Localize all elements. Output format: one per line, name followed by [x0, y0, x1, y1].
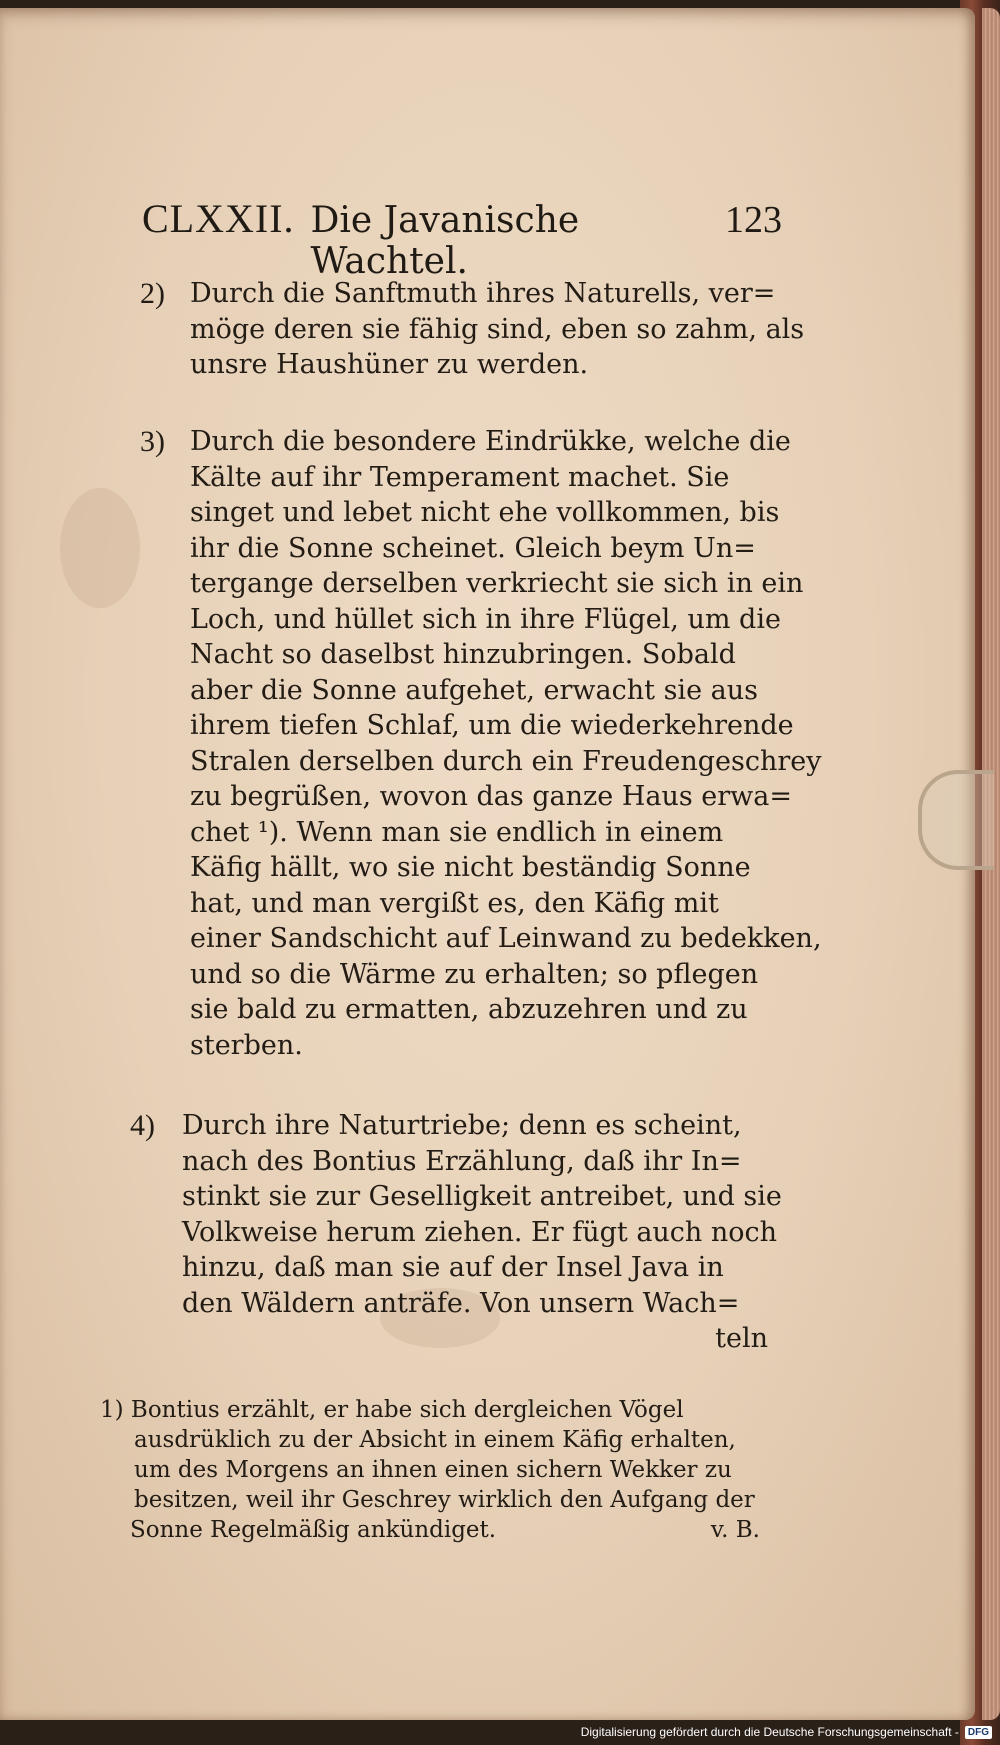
footnote-line: Sonne Regelmäßig ankündiget.: [130, 1517, 497, 1543]
text-line: tergange derselben verkriecht sie sich in ein: [190, 568, 804, 599]
text-line: Durch die besondere Eindrükke, welche die: [190, 426, 791, 457]
text-line: und so die Wärme zu erhalten; so pflegen: [190, 958, 759, 990]
credit-text: Digitalisierung gefördert durch die Deutsche Forschungsgemeinschaft -: [580, 1725, 959, 1739]
text-line: singet und lebet nicht ehe vollkommen, bis: [190, 497, 780, 528]
text-line: hinzu, daß man sie auf der Insel Java in: [182, 1252, 724, 1283]
chapter-title: Die Javanische Wachtel.: [310, 200, 580, 282]
text-line: nach des Bontius Erzählung, daß ihr In=: [182, 1145, 742, 1177]
text-line: den Wäldern anträfe. Von unsern Wach=: [182, 1287, 740, 1319]
text-line: Kälte auf ihr Temperament machet. Sie: [190, 461, 730, 493]
text-line: Volkweise herum ziehen. Er fügt auch noch: [182, 1216, 778, 1248]
text-line: ihr die Sonne scheinet. Gleich beym Un=: [190, 532, 756, 564]
footnote-line: ausdrüklich zu der Absicht in einem Käfig erhalten,: [134, 1427, 736, 1453]
page-number: 123: [725, 199, 782, 241]
text-line: stinkt sie zur Geselligkeit antreibet, und sie: [182, 1181, 782, 1212]
text-line: unsre Haushüner zu werden.: [190, 349, 589, 380]
text-line: Stralen derselben durch ein Freudengeschrey: [190, 745, 822, 777]
page-header: [142, 195, 782, 282]
text-line: Durch ihre Naturtriebe; denn es scheint,: [182, 1110, 742, 1141]
text-line: sterben.: [190, 1029, 303, 1061]
item-text: [182, 1108, 782, 1357]
footnote: [100, 1395, 760, 1545]
text-line: sie bald zu ermatten, abzuzehren und zu: [190, 994, 748, 1025]
item-text: [190, 424, 822, 1063]
footnote-line: um des Morgens an ihnen einen sichern Wekker zu: [134, 1457, 732, 1483]
item-number: 3): [140, 425, 165, 458]
text-line: chet ¹). Wenn man sie endlich in einem: [190, 816, 724, 848]
item-text: [190, 276, 805, 383]
text-line: einer Sandschicht auf Leinwand zu bedekken,: [190, 923, 822, 954]
text-line: möge deren sie fähig sind, eben so zahm, als: [190, 313, 805, 345]
catchword: teln: [715, 1323, 768, 1354]
text-line: aber die Sonne aufgehet, erwacht sie aus: [190, 674, 758, 706]
text-line: ihrem tiefen Schlaf, um die wiederkehrende: [190, 710, 794, 741]
item-number: 2): [140, 277, 165, 310]
section-number: CLXXII.: [142, 196, 295, 241]
text-line: Loch, und hüllet sich in ihre Flügel, um die: [190, 603, 781, 635]
page-stain: [60, 488, 140, 608]
text-line: Käfig hällt, wo sie nicht beständig Sonne: [190, 852, 751, 883]
footnote-line: besitzen, weil ihr Geschrey wirklich den Aufgang der: [134, 1487, 755, 1513]
text-line: Durch die Sanftmuth ihres Naturells, ver=: [190, 278, 776, 309]
footnote-signature: v. B.: [710, 1517, 760, 1543]
digitization-credit: [581, 1725, 992, 1739]
text-line: hat, und man vergißt es, den Käfig mit: [190, 887, 719, 919]
dfg-logo: DFG: [965, 1726, 992, 1739]
text-line: Nacht so daselbst hinzubringen. Sobald: [190, 639, 736, 670]
text-line: zu begrüßen, wovon das ganze Haus erwa=: [190, 781, 793, 812]
footnote-last-line: [100, 1515, 760, 1545]
bookmark-ribbon: [918, 770, 994, 870]
footnote-line: 1) Bontius erzählt, er habe sich dergleichen Vögel: [100, 1397, 684, 1423]
item-number: 4): [130, 1109, 155, 1142]
